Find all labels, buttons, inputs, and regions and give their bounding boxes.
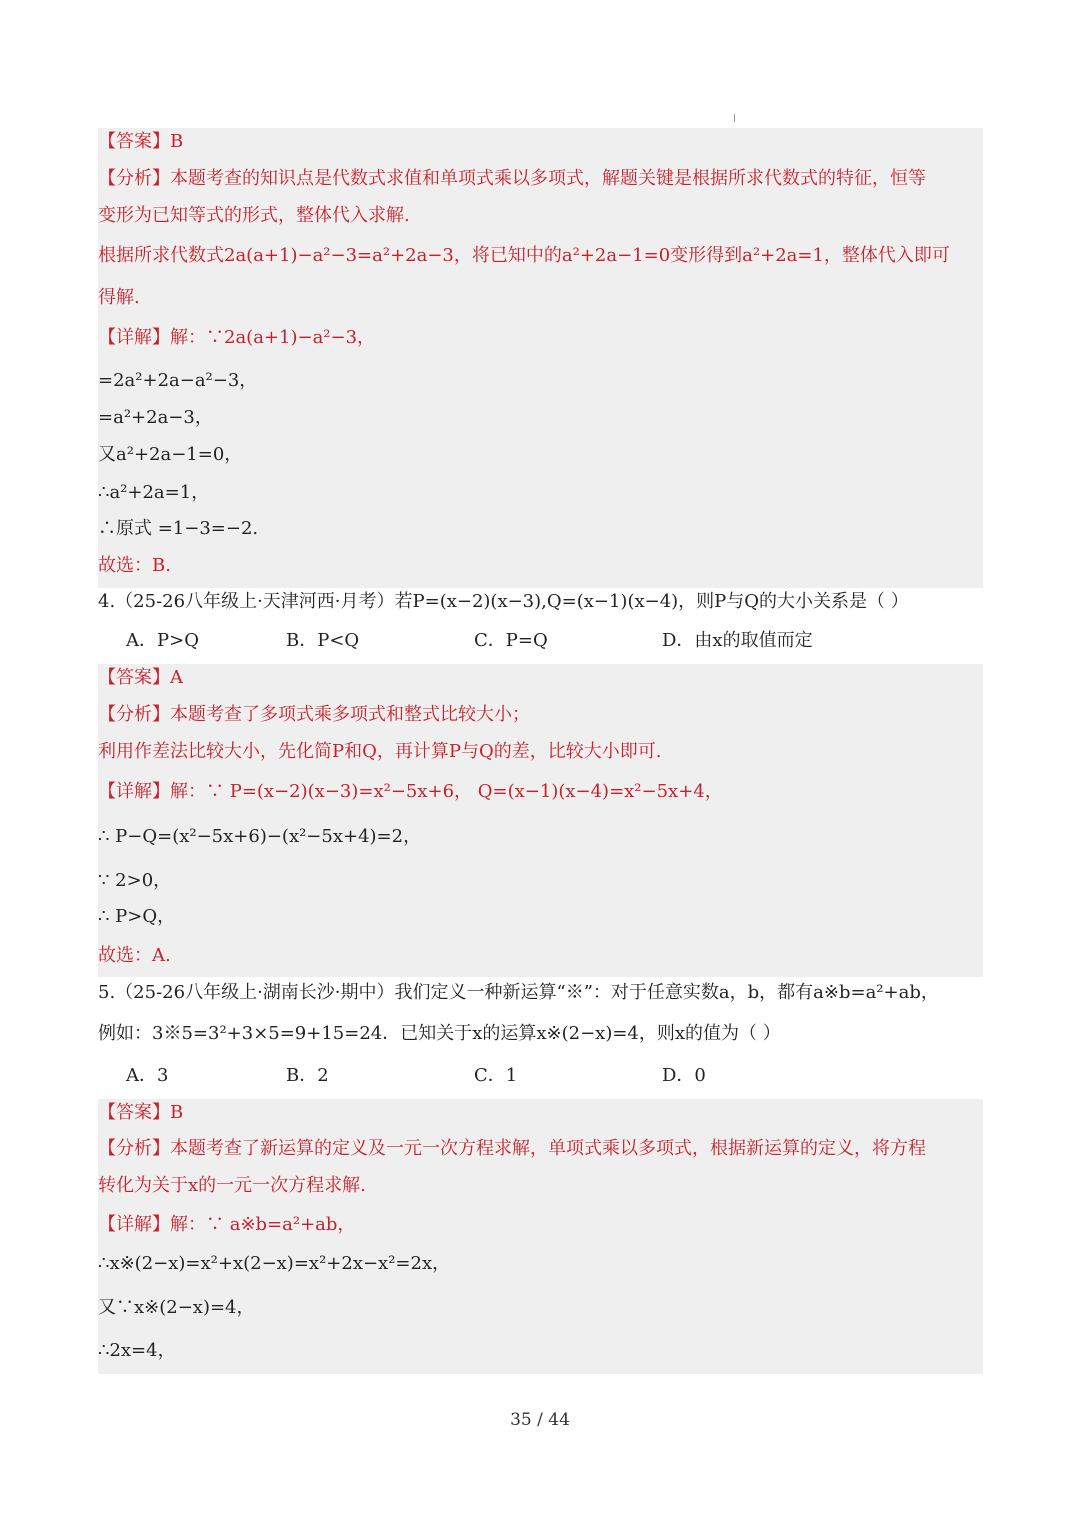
q3-analysis-line-3: 根据所求代数式2a(a+1)−a²−3=a²+2a−3，将已知中的a²+2a−1=0变形得到a²+2a=1，整体代入即可 [98,245,950,266]
q3-analysis-line-2: 变形为已知等式的形式，整体代入求解. [98,205,410,226]
q4-option-a: A．P>Q [126,630,199,651]
q3-analysis-line-4: 得解. [98,287,140,308]
header-tick-mark [734,114,735,122]
q4-detail-line-2: ∴ P−Q=(x²−5x+6)−(x²−5x+4)=2， [98,826,422,847]
q4-option-c: C．P=Q [474,630,548,651]
q5-option-d: D．0 [662,1065,706,1086]
q5-detail-line-4: ∴2x=4， [98,1340,176,1361]
q4-analysis-line-2: 利用作差法比较大小，先化简P和Q，再计算P与Q的差，比较大小即可. [98,741,662,762]
page-number: 35 / 44 [510,1410,570,1430]
q3-detail-line-7: 故选：B. [98,555,171,576]
q4-analysis-line-1: 【分析】本题考查了多项式乘多项式和整式比较大小； [98,704,530,725]
q5-detail-line-2: ∴x※(2−x)=x²+x(2−x)=x²+2x−x²=2x， [98,1253,451,1274]
q4-option-d: D．由x的取值而定 [662,630,813,651]
q5-analysis-line-1: 【分析】本题考查了新运算的定义及一元一次方程求解，单项式乘以多项式，根据新运算的定义，将方程 [98,1138,926,1159]
q3-detail-line-2: =2a²+2a−a²−3， [98,370,258,391]
q3-detail-line-5: ∴a²+2a=1， [98,482,210,503]
q4-detail-line-3: ∵ 2>0， [98,870,172,891]
q3-answer: 【答案】B [98,131,184,152]
q3-analysis-line-1: 【分析】本题考查的知识点是代数式求值和单项式乘以多项式，解题关键是根据所求代数式的特征，恒等 [98,168,926,189]
q5-option-c: C．1 [474,1065,518,1086]
q4-stem: 4.（25-26八年级上·天津河西·月考）若P=(x−2)(x−3),Q=(x−1)(x−4)，则P与Q的大小关系是（ ） [98,591,909,612]
q3-detail-line-4: 又a²+2a−1=0， [98,444,243,465]
q5-analysis-line-2: 转化为关于x的一元一次方程求解. [98,1175,366,1196]
q4-detail-line-1: 【详解】解：∵ P=(x−2)(x−3)=x²−5x+6， Q=(x−1)(x−4)=x²−5x+4， [98,781,723,802]
q4-option-b: B．P<Q [286,630,360,651]
q5-option-b: B．2 [286,1065,329,1086]
q4-answer: 【答案】A [98,667,183,688]
q3-detail-line-1: 【详解】解：∵2a(a+1)−a²−3， [98,327,376,348]
q5-detail-line-3: 又∵x※(2−x)=4， [98,1297,255,1318]
q5-answer: 【答案】B [98,1102,184,1123]
q3-detail-line-3: =a²+2a−3， [98,407,213,428]
q5-detail-line-1: 【详解】解：∵ a※b=a²+ab， [98,1214,356,1235]
q4-detail-line-5: 故选：A. [98,945,171,966]
q3-detail-line-6: ∴原式 =1−3=−2. [98,518,259,539]
q5-stem-line-2: 例如：3※5=3²+3×5=9+15=24．已知关于x的运算x※(2−x)=4，则x的值为（ ） [98,1023,781,1044]
q5-option-a: A．3 [126,1065,169,1086]
q4-detail-line-4: ∴ P>Q， [98,906,176,927]
q5-stem-line-1: 5.（25-26八年级上·湖南长沙·期中）我们定义一种新运算“※”：对于任意实数a，b，都有a※b=a²+ab， [98,982,939,1003]
